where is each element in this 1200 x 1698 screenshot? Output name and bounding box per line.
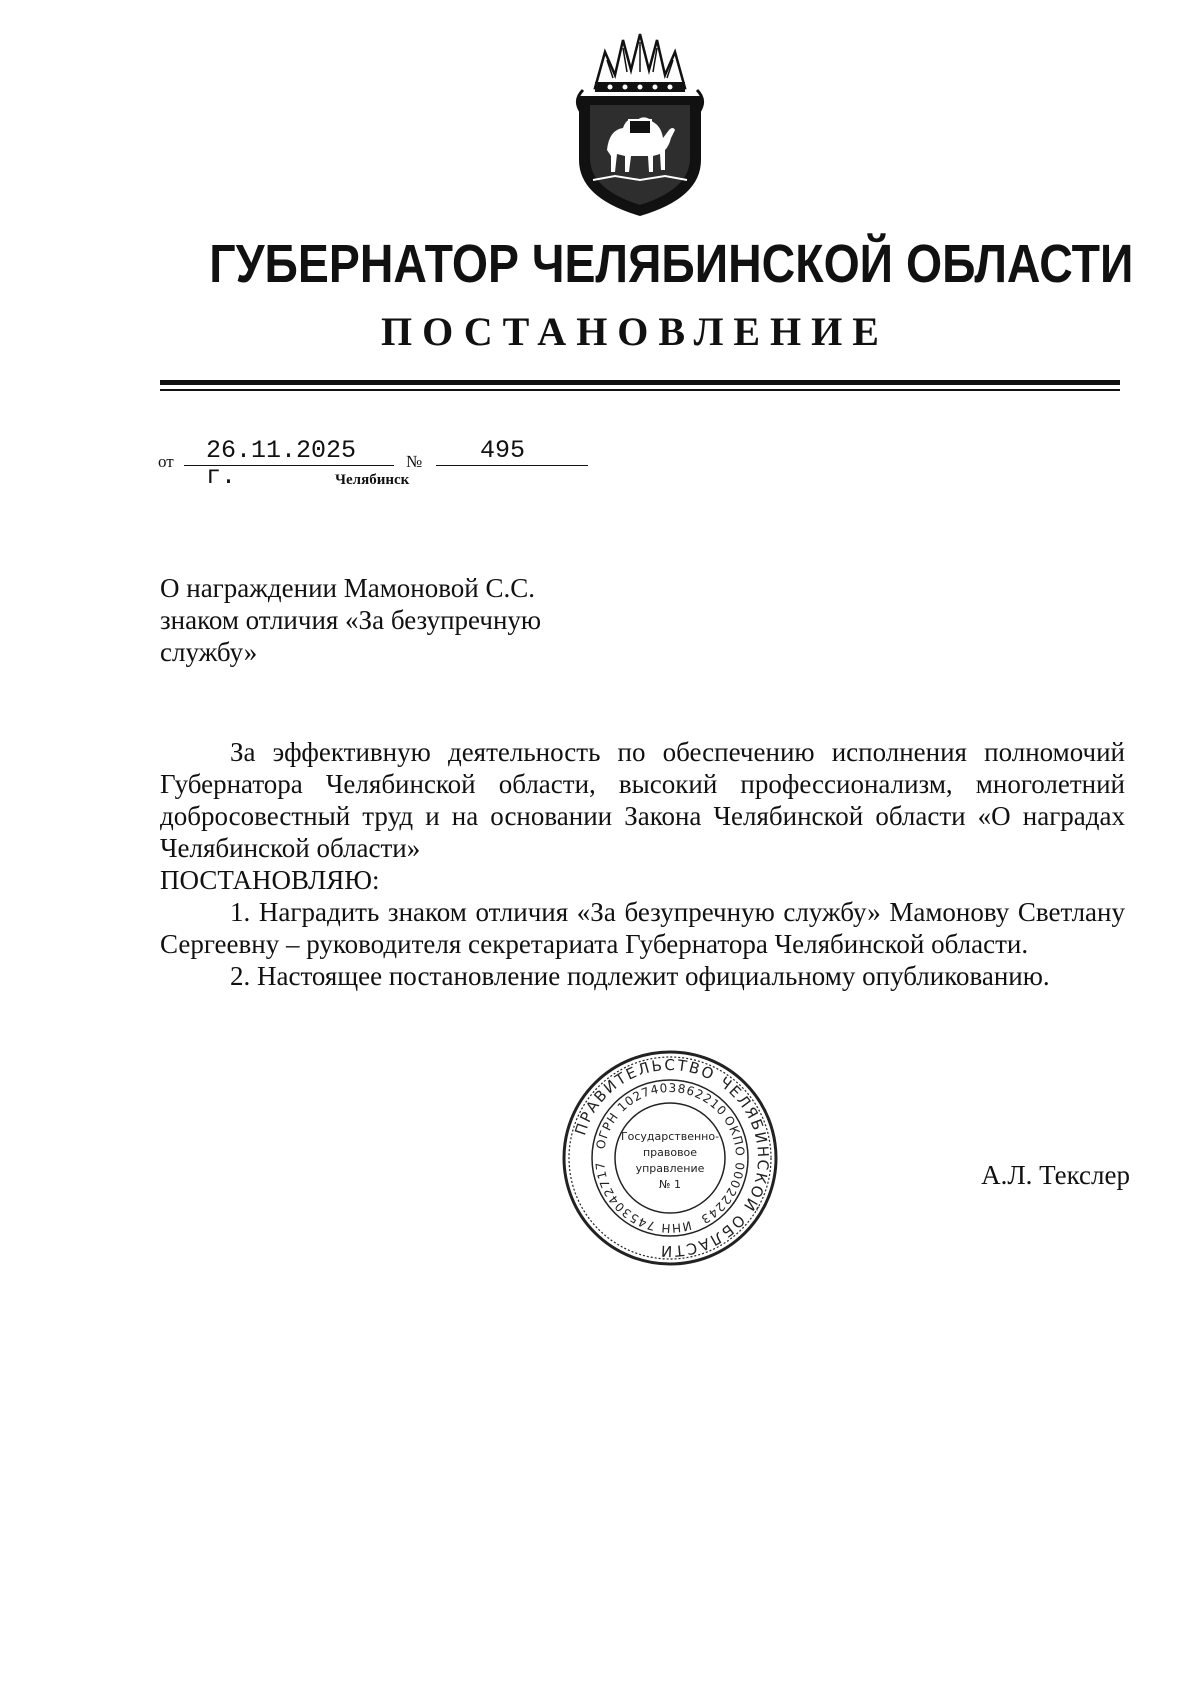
stamp-center-line: Государственно- [620,1130,720,1143]
decree-subject [160,572,600,668]
preamble-paragraph: За эффективную деятельность по обеспечению исполнения полномочий Губернатора Челябинской области, высокий профессионализм, многолетний добросовестный труд и на основании Закона Челябинской области «О наградах Челябинской области» [160,737,1125,863]
subject-line: О награждении Мамоновой С.С. [160,573,536,603]
subject-line: службу» [160,637,258,667]
official-stamp-icon [560,1048,780,1268]
item-1-paragraph: 1. Наградить знаком отличия «За безупречную службу» Мамонову Светлану Сергеевну – руководителя секретариата Губернатора Челябинской области. [160,897,1125,959]
from-label: от [158,452,174,471]
subject-line: знаком отличия «За безупречную [160,605,542,635]
header-rule-thick [160,380,1120,385]
coat-of-arms-icon [565,30,715,220]
stamp-ogrn: ОГРН 1027403862210 [593,1080,730,1151]
document-number: 495 [436,438,588,466]
stamp-outer-text: ПРАВИТЕЛЬСТВО ЧЕЛЯБИНСКОЙ ОБЛАСТИ [571,1055,773,1261]
header-rule-thin [160,389,1120,391]
stamp-inn: ИНН 7453042717 [592,1160,693,1236]
organization-title: ГУБЕРНАТОР ЧЕЛЯБИНСКОЙ ОБЛАСТИ [209,234,1134,294]
stamp-center-line: № 1 [659,1178,681,1191]
document-type: ПОСТАНОВЛЕНИЕ [381,309,889,354]
stamp-okpo: ОКПО 00022243 [697,1113,748,1227]
stamp-center-line: правовое [642,1146,698,1159]
decree-body [160,736,1125,992]
document-date: 26.11.2025 г. [184,438,394,466]
signatory-name: А.Л. Текслер [981,1160,1130,1190]
item-2-paragraph: 2. Настоящее постановление подлежит официальному опубликованию. [230,961,1050,991]
number-label: № [406,452,423,471]
city-label: Челябинск [335,472,410,488]
stamp-center-line: управление [635,1162,705,1175]
resolve-heading: ПОСТАНОВЛЯЮ: [160,865,380,895]
